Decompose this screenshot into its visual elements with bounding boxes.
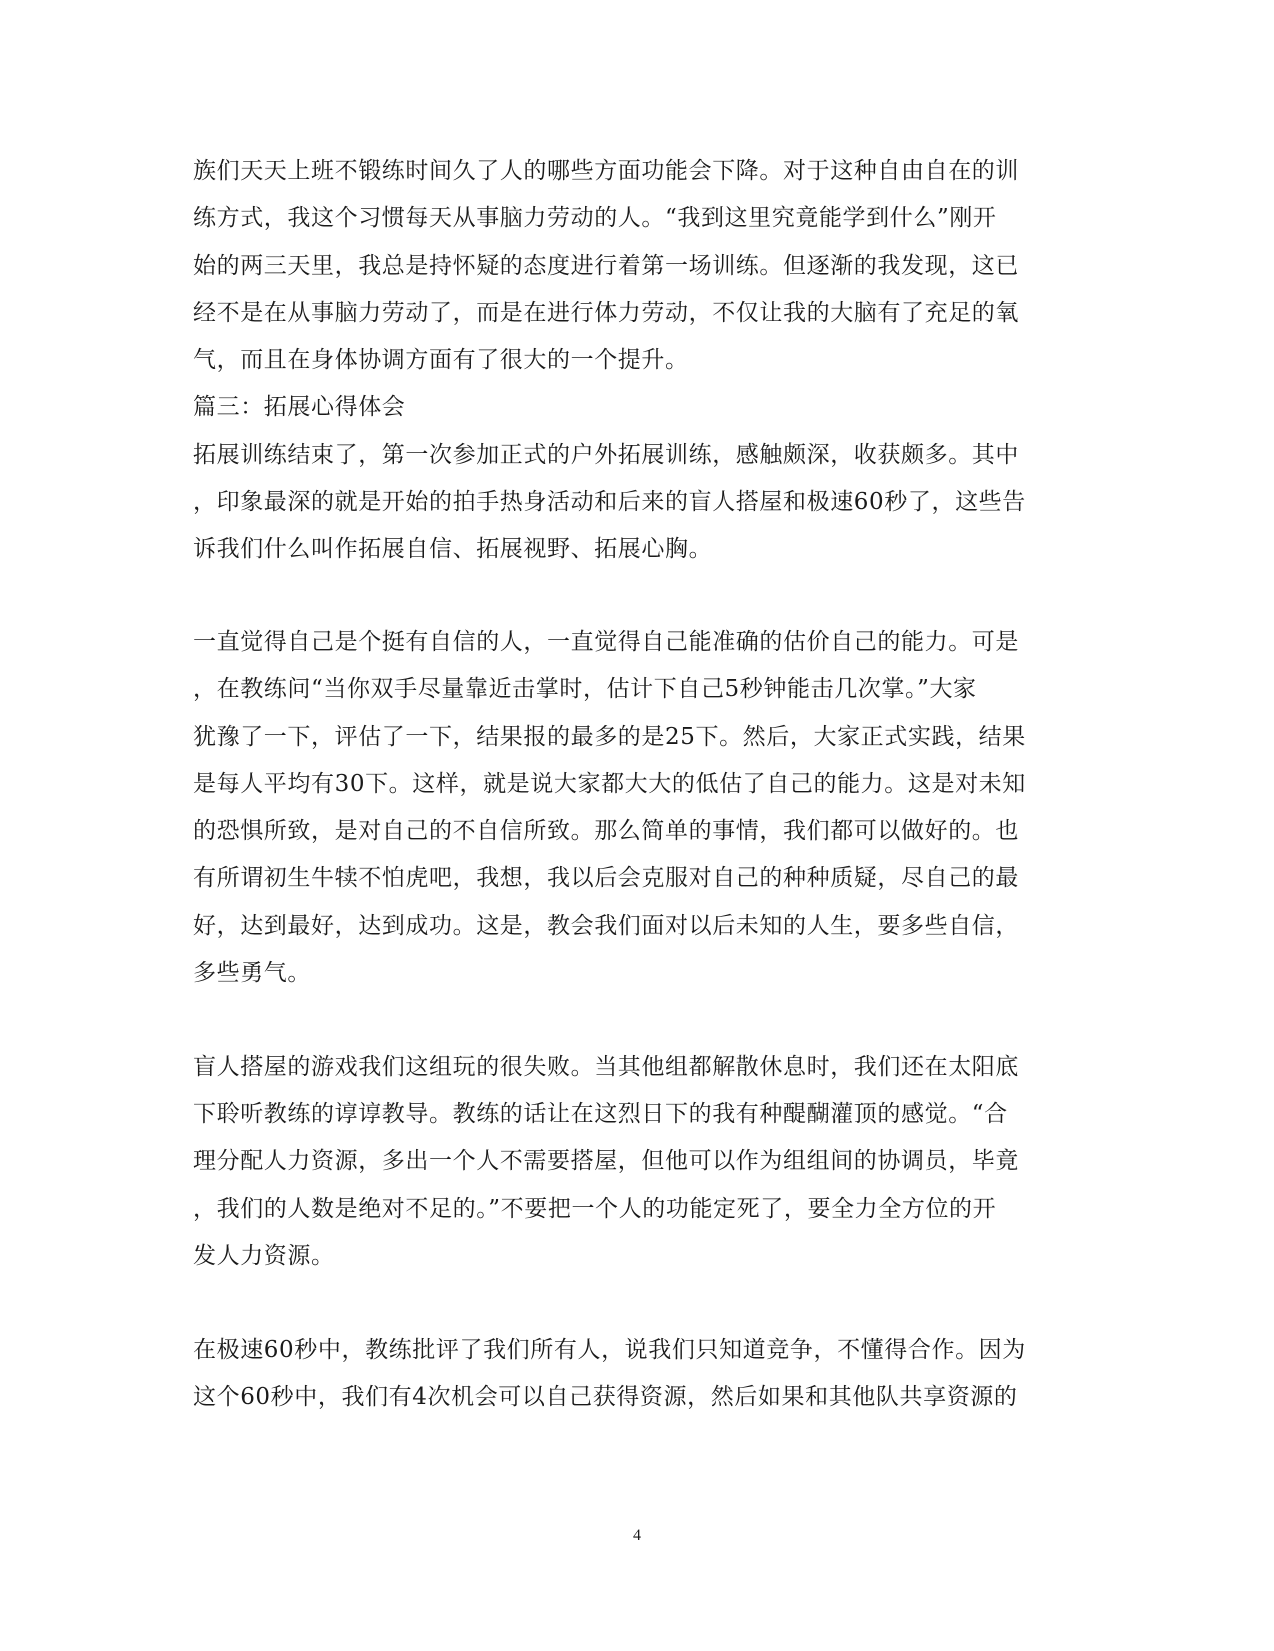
text-line: 经不是在从事脑力劳动了，而是在进行体力劳动，不仅让我的大脑有了充足的氧 xyxy=(193,300,1019,326)
text-line: 在极速60秒中，教练批评了我们所有人，说我们只知道竞争，不懂得合作。因为 xyxy=(193,1337,1026,1363)
text-line: ，印象最深的就是开始的拍手热身活动和后来的盲人搭屋和极速60秒了，这些告 xyxy=(193,489,1026,515)
text-line: ，在教练问“当你双手尽量靠近击掌时，估计下自己5秒钟能击几次掌。”大家 xyxy=(193,676,977,702)
text-line: 好，达到最好，达到成功。这是，教会我们面对以后未知的人生，要多些自信， xyxy=(193,913,1019,939)
text-line: 这个60秒中，我们有4次机会可以自己获得资源，然后如果和其他队共享资源的 xyxy=(193,1384,1018,1410)
text-line: 拓展训练结束了，第一次参加正式的户外拓展训练，感触颇深，收获颇多。其中 xyxy=(193,442,1019,468)
text-line: 发人力资源。 xyxy=(193,1243,335,1269)
text-line: 练方式，我这个习惯每天从事脑力劳动的人。“我到这里究竟能学到什么”刚开 xyxy=(193,205,997,231)
text-line: 是每人平均有30下。这样，就是说大家都大大的低估了自己的能力。这是对未知 xyxy=(193,771,1026,797)
text-line: 理分配人力资源，多出一个人不需要搭屋，但他可以作为组组间的协调员，毕竟 xyxy=(193,1148,1019,1174)
text-line: 始的两三天里，我总是持怀疑的态度进行着第一场训练。但逐渐的我发现，这已 xyxy=(193,253,1019,279)
text-line: 族们天天上班不锻练时间久了人的哪些方面功能会下降。对于这种自由自在的训 xyxy=(193,158,1019,184)
text-line: 的恐惧所致，是对自己的不自信所致。那么简单的事情，我们都可以做好的。也 xyxy=(193,818,1019,844)
text-line: 盲人搭屋的游戏我们这组玩的很失败。当其他组都解散休息时，我们还在太阳底 xyxy=(193,1054,1019,1080)
text-line: 一直觉得自己是个挺有自信的人，一直觉得自己能准确的估价自己的能力。可是 xyxy=(193,629,1019,655)
text-line: ，我们的人数是绝对不足的。”不要把一个人的功能定死了，要全力全方位的开 xyxy=(193,1196,997,1222)
text-line: 下聆听教练的谆谆教导。教练的话让在这烈日下的我有种醍醐灌顶的感觉。“合 xyxy=(193,1101,1008,1127)
text-line: 诉我们什么叫作拓展自信、拓展视野、拓展心胸。 xyxy=(193,536,713,562)
text-line: 气，而且在身体协调方面有了很大的一个提升。 xyxy=(193,347,689,373)
text-line: 犹豫了一下，评估了一下，结果报的最多的是25下。然后，大家正式实践，结果 xyxy=(193,724,1026,750)
section-heading: 篇三：拓展心得体会 xyxy=(193,394,406,420)
text-line: 多些勇气。 xyxy=(193,960,311,986)
text-line: 有所谓初生牛犊不怕虎吧，我想，我以后会克服对自己的种种质疑，尽自己的最 xyxy=(193,865,1019,891)
page-number: 4 xyxy=(633,1527,641,1544)
